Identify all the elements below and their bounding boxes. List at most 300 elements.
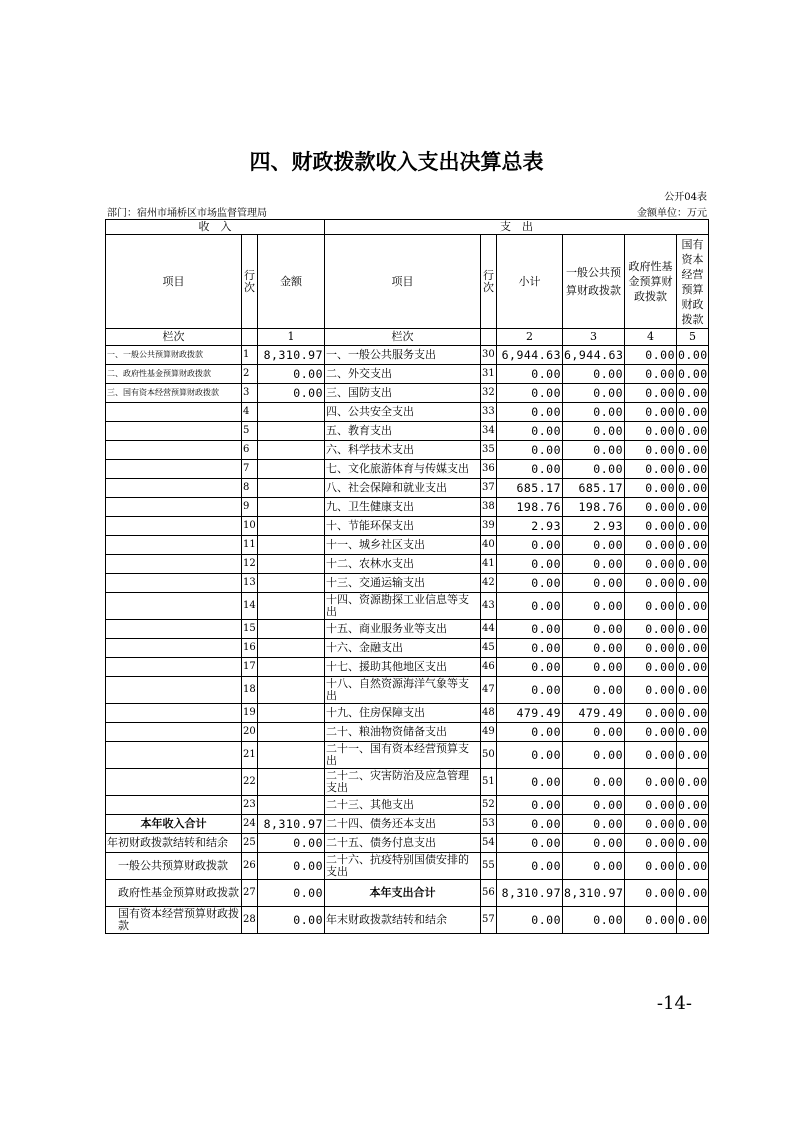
table-row — [106, 815, 709, 834]
state-capital: 0.00 — [677, 517, 709, 536]
general-budget: 0.00 — [563, 536, 625, 555]
gov-fund: 0.00 — [625, 677, 677, 704]
income-row-no: 4 — [242, 403, 258, 422]
table-row — [106, 907, 709, 934]
general-budget: 0.00 — [563, 723, 625, 742]
gov-fund: 0.00 — [625, 517, 677, 536]
income-item: 国有资本经营预算财政拨款 — [106, 907, 242, 934]
income-row-no: 24 — [242, 815, 258, 834]
table-row — [106, 723, 709, 742]
gov-fund: 0.00 — [625, 723, 677, 742]
col-label-2: 栏次 — [325, 329, 481, 346]
table-row — [106, 593, 709, 620]
gov-fund: 0.00 — [625, 365, 677, 384]
income-amount — [258, 742, 325, 769]
expense-item-header: 项目 — [325, 235, 481, 329]
state-capital: 0.00 — [677, 639, 709, 658]
income-item: 一、一般公共预算财政拨款 — [106, 346, 242, 365]
subtotal: 0.00 — [497, 365, 563, 384]
table-row — [106, 658, 709, 677]
state-capital: 0.00 — [677, 815, 709, 834]
income-amount — [258, 574, 325, 593]
income-header: 收 入 — [106, 220, 325, 235]
state-capital: 0.00 — [677, 384, 709, 403]
income-amount — [258, 422, 325, 441]
income-item — [106, 460, 242, 479]
state-capital: 0.00 — [677, 658, 709, 677]
gov-fund-header: 政府性基金预算财政拨款 — [625, 235, 677, 329]
expense-row-no: 37 — [481, 479, 497, 498]
gov-fund: 0.00 — [625, 769, 677, 796]
income-row-no: 19 — [242, 704, 258, 723]
general-budget: 0.00 — [563, 460, 625, 479]
subtotal: 0.00 — [497, 460, 563, 479]
state-capital: 0.00 — [677, 620, 709, 639]
state-capital: 0.00 — [677, 704, 709, 723]
income-row-no: 13 — [242, 574, 258, 593]
col-2: 2 — [497, 329, 563, 346]
income-row-no: 21 — [242, 742, 258, 769]
income-row-no: 20 — [242, 723, 258, 742]
table-row — [106, 853, 709, 880]
subtotal: 0.00 — [497, 403, 563, 422]
table-row — [106, 346, 709, 365]
income-row-no-header: 行次 — [242, 235, 258, 329]
income-item — [106, 658, 242, 677]
general-budget-header: 一般公共预算财政拨款 — [563, 235, 625, 329]
general-budget: 198.76 — [563, 498, 625, 517]
general-budget: 685.17 — [563, 479, 625, 498]
general-budget: 6,944.63 — [563, 346, 625, 365]
income-item — [106, 769, 242, 796]
subtotal: 0.00 — [497, 536, 563, 555]
income-item — [106, 723, 242, 742]
subtotal: 0.00 — [497, 834, 563, 853]
general-budget: 0.00 — [563, 593, 625, 620]
gov-fund: 0.00 — [625, 555, 677, 574]
table-row — [106, 403, 709, 422]
expense-item: 二十三、其他支出 — [325, 796, 481, 815]
income-row-no: 12 — [242, 555, 258, 574]
gov-fund: 0.00 — [625, 593, 677, 620]
gov-fund: 0.00 — [625, 460, 677, 479]
budget-table — [105, 219, 709, 934]
income-amount — [258, 723, 325, 742]
subtotal: 479.49 — [497, 704, 563, 723]
expense-row-no: 50 — [481, 742, 497, 769]
expense-item: 一、一般公共服务支出 — [325, 346, 481, 365]
income-item: 本年收入合计 — [106, 815, 242, 834]
expense-item: 二十、粮油物资储备支出 — [325, 723, 481, 742]
expense-row-no-header: 行次 — [481, 235, 497, 329]
income-amount — [258, 677, 325, 704]
table-row — [106, 441, 709, 460]
subtotal: 0.00 — [497, 620, 563, 639]
income-item — [106, 498, 242, 517]
gov-fund: 0.00 — [625, 853, 677, 880]
expense-row-no: 57 — [481, 907, 497, 934]
state-capital: 0.00 — [677, 422, 709, 441]
income-amount — [258, 620, 325, 639]
expense-row-no: 55 — [481, 853, 497, 880]
general-budget: 0.00 — [563, 815, 625, 834]
state-capital: 0.00 — [677, 742, 709, 769]
col-5: 5 — [677, 329, 709, 346]
general-budget: 0.00 — [563, 796, 625, 815]
income-row-no: 27 — [242, 880, 258, 907]
expense-header: 支 出 — [325, 220, 709, 235]
income-amount-header: 金额 — [258, 235, 325, 329]
unit-label: 金额单位：万元 — [637, 208, 707, 219]
income-amount — [258, 639, 325, 658]
income-item — [106, 536, 242, 555]
table-row — [106, 555, 709, 574]
expense-item: 三、国防支出 — [325, 384, 481, 403]
expense-item: 十九、住房保障支出 — [325, 704, 481, 723]
state-capital: 0.00 — [677, 834, 709, 853]
col-4: 4 — [625, 329, 677, 346]
income-item — [106, 517, 242, 536]
gov-fund: 0.00 — [625, 498, 677, 517]
table-row — [106, 498, 709, 517]
expense-item: 十二、农林水支出 — [325, 555, 481, 574]
table-row — [106, 742, 709, 769]
expense-item: 二十四、债务还本支出 — [325, 815, 481, 834]
income-item-header: 项目 — [106, 235, 242, 329]
income-row-no: 18 — [242, 677, 258, 704]
income-row-no: 9 — [242, 498, 258, 517]
expense-item: 九、卫生健康支出 — [325, 498, 481, 517]
expense-row-no: 46 — [481, 658, 497, 677]
table-row — [106, 536, 709, 555]
income-item: 一般公共预算财政拨款 — [106, 853, 242, 880]
expense-row-no: 49 — [481, 723, 497, 742]
general-budget: 2.93 — [563, 517, 625, 536]
expense-row-no: 43 — [481, 593, 497, 620]
gov-fund: 0.00 — [625, 536, 677, 555]
subtotal: 0.00 — [497, 677, 563, 704]
income-item — [106, 639, 242, 658]
expense-item: 二、外交支出 — [325, 365, 481, 384]
expense-row-no: 40 — [481, 536, 497, 555]
expense-row-no: 35 — [481, 441, 497, 460]
expense-row-no: 48 — [481, 704, 497, 723]
gov-fund: 0.00 — [625, 742, 677, 769]
subtotal: 0.00 — [497, 574, 563, 593]
income-row-no: 10 — [242, 517, 258, 536]
general-budget: 0.00 — [563, 574, 625, 593]
gov-fund: 0.00 — [625, 479, 677, 498]
table-row — [106, 460, 709, 479]
income-item — [106, 441, 242, 460]
subtotal-header: 小计 — [497, 235, 563, 329]
state-capital-header: 国有资本经营预算财政拨款 — [677, 235, 709, 329]
income-item — [106, 620, 242, 639]
income-amount — [258, 517, 325, 536]
subtotal: 198.76 — [497, 498, 563, 517]
gov-fund: 0.00 — [625, 834, 677, 853]
gov-fund: 0.00 — [625, 907, 677, 934]
general-budget: 0.00 — [563, 365, 625, 384]
income-amount: 0.00 — [258, 834, 325, 853]
expense-row-no: 31 — [481, 365, 497, 384]
subtotal: 0.00 — [497, 853, 563, 880]
state-capital: 0.00 — [677, 346, 709, 365]
income-amount: 8,310.97 — [258, 346, 325, 365]
page-title: 四、财政拨款收入支出决算总表 — [249, 150, 544, 174]
expense-item: 二十二、灾害防治及应急管理支出 — [325, 769, 481, 796]
general-budget: 0.00 — [563, 834, 625, 853]
state-capital: 0.00 — [677, 498, 709, 517]
income-amount — [258, 769, 325, 796]
expense-row-no: 38 — [481, 498, 497, 517]
expense-item: 十、节能环保支出 — [325, 517, 481, 536]
expense-item: 七、文化旅游体育与传媒支出 — [325, 460, 481, 479]
expense-row-no: 41 — [481, 555, 497, 574]
subtotal: 0.00 — [497, 815, 563, 834]
expense-row-no: 54 — [481, 834, 497, 853]
subtotal: 0.00 — [497, 742, 563, 769]
table-row — [106, 769, 709, 796]
income-amount: 0.00 — [258, 384, 325, 403]
income-amount — [258, 555, 325, 574]
expense-item: 四、公共安全支出 — [325, 403, 481, 422]
gov-fund: 0.00 — [625, 880, 677, 907]
income-row-no: 5 — [242, 422, 258, 441]
income-item: 年初财政拨款结转和结余 — [106, 834, 242, 853]
subtotal: 6,944.63 — [497, 346, 563, 365]
income-row-no: 8 — [242, 479, 258, 498]
table-row — [106, 880, 709, 907]
income-row-no: 17 — [242, 658, 258, 677]
income-row-no: 6 — [242, 441, 258, 460]
subtotal: 0.00 — [497, 441, 563, 460]
income-row-no: 26 — [242, 853, 258, 880]
income-amount — [258, 403, 325, 422]
income-amount — [258, 796, 325, 815]
table-row — [106, 384, 709, 403]
gov-fund: 0.00 — [625, 403, 677, 422]
income-item — [106, 742, 242, 769]
income-row-no: 23 — [242, 796, 258, 815]
table-row — [106, 834, 709, 853]
expense-item: 八、社会保障和就业支出 — [325, 479, 481, 498]
income-row-no: 16 — [242, 639, 258, 658]
expense-item: 二十一、国有资本经营预算支出 — [325, 742, 481, 769]
income-amount — [258, 479, 325, 498]
subtotal: 0.00 — [497, 796, 563, 815]
income-item — [106, 555, 242, 574]
state-capital: 0.00 — [677, 593, 709, 620]
state-capital: 0.00 — [677, 574, 709, 593]
subtotal: 0.00 — [497, 422, 563, 441]
general-budget: 0.00 — [563, 422, 625, 441]
state-capital: 0.00 — [677, 460, 709, 479]
income-row-no: 28 — [242, 907, 258, 934]
subtotal: 0.00 — [497, 639, 563, 658]
table-row — [106, 479, 709, 498]
table-row — [106, 574, 709, 593]
expense-item: 十七、援助其他地区支出 — [325, 658, 481, 677]
expense-row-no: 39 — [481, 517, 497, 536]
general-budget: 0.00 — [563, 769, 625, 796]
income-amount: 8,310.97 — [258, 815, 325, 834]
income-item — [106, 796, 242, 815]
general-budget: 0.00 — [563, 677, 625, 704]
expense-row-no: 44 — [481, 620, 497, 639]
general-budget: 0.00 — [563, 441, 625, 460]
table-row — [106, 796, 709, 815]
page-number: -14- — [656, 993, 692, 1014]
state-capital: 0.00 — [677, 365, 709, 384]
subtotal: 685.17 — [497, 479, 563, 498]
state-capital: 0.00 — [677, 441, 709, 460]
expense-row-no: 53 — [481, 815, 497, 834]
table-row — [106, 620, 709, 639]
gov-fund: 0.00 — [625, 796, 677, 815]
general-budget: 0.00 — [563, 853, 625, 880]
expense-row-no: 33 — [481, 403, 497, 422]
gov-fund: 0.00 — [625, 639, 677, 658]
general-budget: 8,310.97 — [563, 880, 625, 907]
income-item — [106, 422, 242, 441]
expense-item: 十四、资源勘探工业信息等支出 — [325, 593, 481, 620]
gov-fund: 0.00 — [625, 704, 677, 723]
expense-row-no: 36 — [481, 460, 497, 479]
income-item: 三、国有资本经营预算财政拨款 — [106, 384, 242, 403]
state-capital: 0.00 — [677, 769, 709, 796]
state-capital: 0.00 — [677, 555, 709, 574]
gov-fund: 0.00 — [625, 441, 677, 460]
income-row-no: 11 — [242, 536, 258, 555]
subtotal: 0.00 — [497, 555, 563, 574]
state-capital: 0.00 — [677, 536, 709, 555]
expense-row-no: 32 — [481, 384, 497, 403]
general-budget: 0.00 — [563, 639, 625, 658]
expense-item: 年末财政拨款结转和结余 — [325, 907, 481, 934]
income-amount: 0.00 — [258, 907, 325, 934]
expense-row-no: 42 — [481, 574, 497, 593]
table-row — [106, 422, 709, 441]
gov-fund: 0.00 — [625, 815, 677, 834]
state-capital: 0.00 — [677, 723, 709, 742]
col-1: 1 — [258, 329, 325, 346]
income-item: 二、政府性基金预算财政拨款 — [106, 365, 242, 384]
table-code: 公开04表 — [664, 192, 707, 203]
income-amount — [258, 704, 325, 723]
expense-item: 十五、商业服务业等支出 — [325, 620, 481, 639]
income-row-no: 7 — [242, 460, 258, 479]
expense-row-no: 47 — [481, 677, 497, 704]
general-budget: 0.00 — [563, 658, 625, 677]
income-amount — [258, 498, 325, 517]
expense-row-no: 56 — [481, 880, 497, 907]
general-budget: 0.00 — [563, 907, 625, 934]
table-row — [106, 639, 709, 658]
income-row-no: 22 — [242, 769, 258, 796]
gov-fund: 0.00 — [625, 422, 677, 441]
table-row — [106, 704, 709, 723]
state-capital: 0.00 — [677, 479, 709, 498]
income-row-no: 15 — [242, 620, 258, 639]
income-item — [106, 403, 242, 422]
expense-row-no: 51 — [481, 769, 497, 796]
income-amount — [258, 460, 325, 479]
income-item: 政府性基金预算财政拨款 — [106, 880, 242, 907]
income-row-no: 25 — [242, 834, 258, 853]
expense-item: 十一、城乡社区支出 — [325, 536, 481, 555]
table-row — [106, 677, 709, 704]
income-amount — [258, 536, 325, 555]
income-amount — [258, 658, 325, 677]
income-amount — [258, 441, 325, 460]
subtotal: 2.93 — [497, 517, 563, 536]
state-capital: 0.00 — [677, 880, 709, 907]
income-item — [106, 704, 242, 723]
expense-row-no: 45 — [481, 639, 497, 658]
subtotal: 0.00 — [497, 384, 563, 403]
general-budget: 0.00 — [563, 403, 625, 422]
department-label: 部门：宿州市埇桥区市场监督管理局 — [107, 208, 267, 219]
income-row-no: 3 — [242, 384, 258, 403]
state-capital: 0.00 — [677, 677, 709, 704]
income-row-no: 1 — [242, 346, 258, 365]
gov-fund: 0.00 — [625, 384, 677, 403]
income-amount — [258, 593, 325, 620]
subtotal: 0.00 — [497, 593, 563, 620]
subtotal: 8,310.97 — [497, 880, 563, 907]
income-item — [106, 574, 242, 593]
expense-item: 十六、金融支出 — [325, 639, 481, 658]
income-amount: 0.00 — [258, 853, 325, 880]
income-row-no: 14 — [242, 593, 258, 620]
expense-item: 十三、交通运输支出 — [325, 574, 481, 593]
expense-row-no: 52 — [481, 796, 497, 815]
gov-fund: 0.00 — [625, 658, 677, 677]
subtotal: 0.00 — [497, 769, 563, 796]
expense-item: 本年支出合计 — [325, 880, 481, 907]
general-budget: 0.00 — [563, 555, 625, 574]
general-budget: 479.49 — [563, 704, 625, 723]
state-capital: 0.00 — [677, 853, 709, 880]
income-amount: 0.00 — [258, 880, 325, 907]
col-3: 3 — [563, 329, 625, 346]
expense-item: 二十五、债务付息支出 — [325, 834, 481, 853]
general-budget: 0.00 — [563, 620, 625, 639]
expense-row-no: 34 — [481, 422, 497, 441]
table-row — [106, 517, 709, 536]
subtotal: 0.00 — [497, 907, 563, 934]
state-capital: 0.00 — [677, 796, 709, 815]
income-item — [106, 479, 242, 498]
subtotal: 0.00 — [497, 658, 563, 677]
col-label: 栏次 — [106, 329, 242, 346]
subtotal: 0.00 — [497, 723, 563, 742]
expense-item: 五、教育支出 — [325, 422, 481, 441]
general-budget: 0.00 — [563, 384, 625, 403]
gov-fund: 0.00 — [625, 620, 677, 639]
gov-fund: 0.00 — [625, 574, 677, 593]
income-item — [106, 677, 242, 704]
expense-item: 十八、自然资源海洋气象等支出 — [325, 677, 481, 704]
general-budget: 0.00 — [563, 742, 625, 769]
table-row — [106, 365, 709, 384]
expense-row-no: 30 — [481, 346, 497, 365]
income-amount: 0.00 — [258, 365, 325, 384]
gov-fund: 0.00 — [625, 346, 677, 365]
income-item — [106, 593, 242, 620]
state-capital: 0.00 — [677, 907, 709, 934]
